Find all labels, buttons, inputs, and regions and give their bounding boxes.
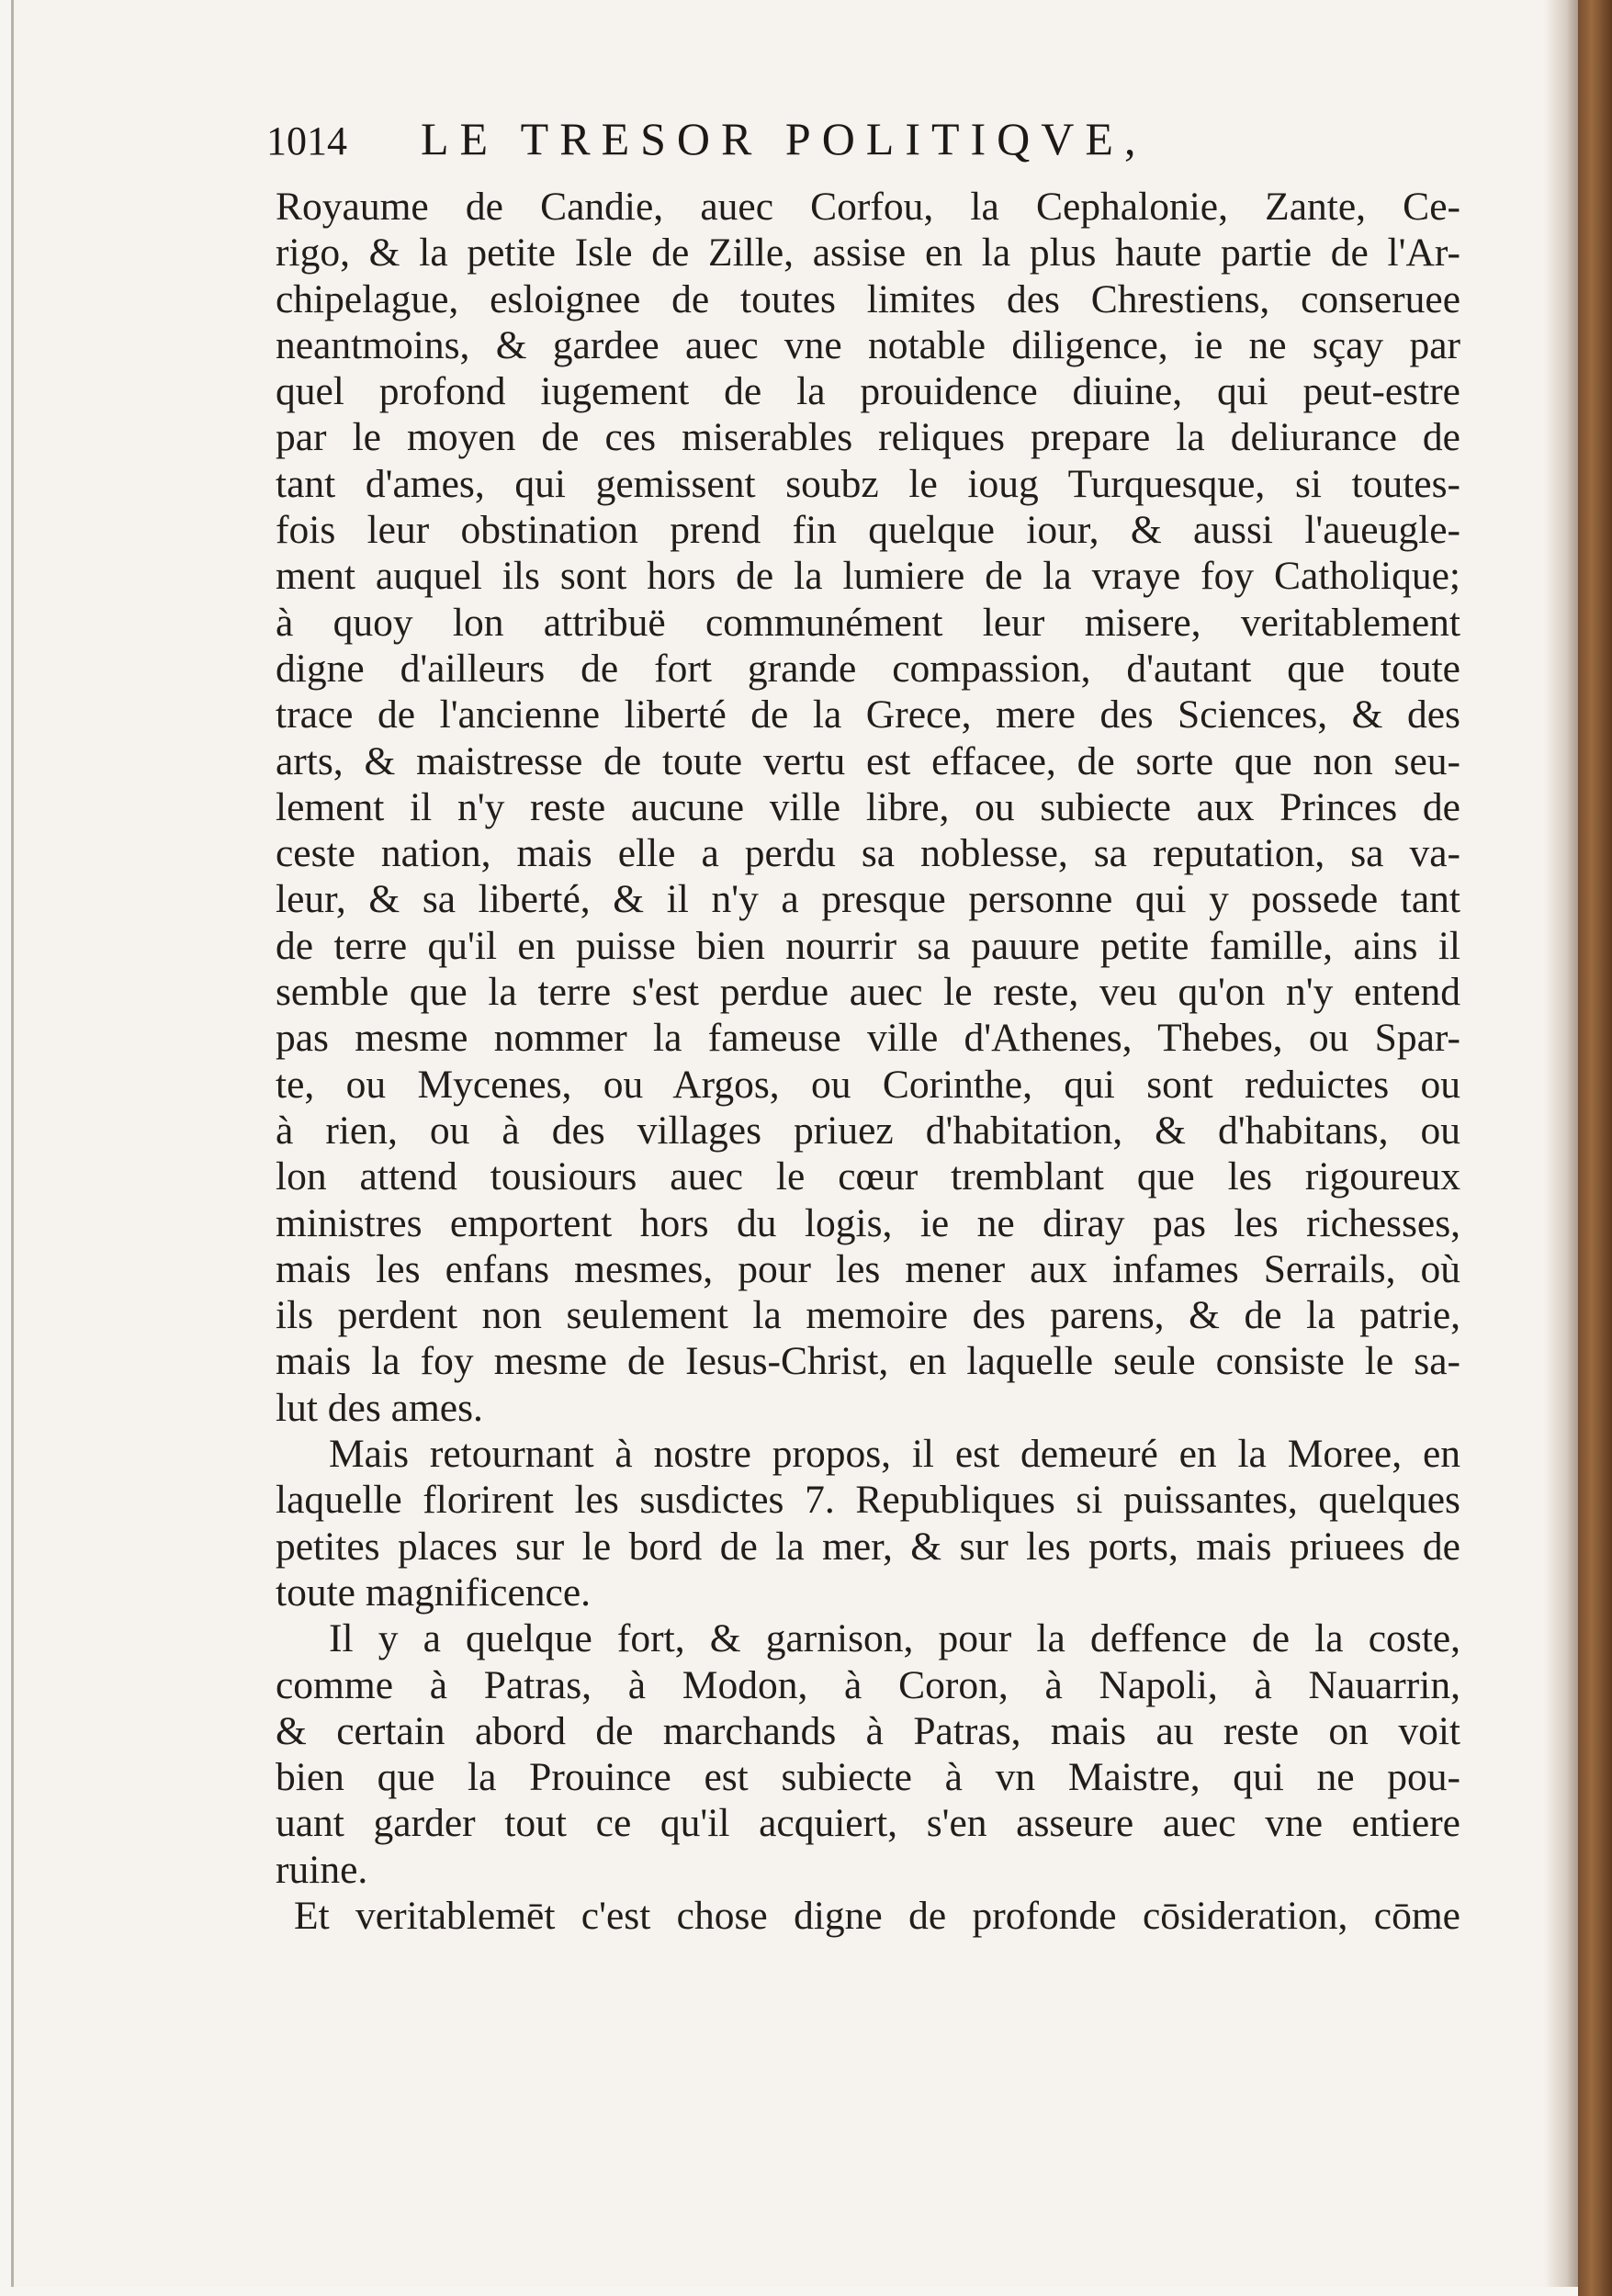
text-line: Il y a quelque fort, & garnison, pour la deffence de la coste, bbox=[329, 1616, 1460, 1661]
text-line: bien que la Prouince est subiecte à vn Maistre, qui ne pou- bbox=[276, 1755, 1460, 1800]
text-line: laquelle florirent les susdictes 7. Republiques si puissantes, quelques bbox=[276, 1478, 1460, 1523]
text-line: mais la foy mesme de Iesus-Christ, en laquelle seule consiste le sa- bbox=[276, 1339, 1460, 1384]
text-line: comme à Patras, à Modon, à Coron, à Napoli, à Nauarrin, bbox=[276, 1662, 1460, 1707]
text-line: ment auquel ils sont hors de la lumiere de la vraye foy Catholique; bbox=[276, 554, 1460, 599]
text-line: chipelague, esloignee de toutes limites des Chrestiens, conseruee bbox=[276, 276, 1460, 321]
text-line: à rien, ou à des villages priuez d'habitation, & d'habitans, ou bbox=[276, 1108, 1460, 1153]
text-line: te, ou Mycenes, ou Argos, ou Corinthe, qui sont reduictes ou bbox=[276, 1062, 1460, 1107]
book-spine-edge bbox=[1578, 0, 1612, 2296]
text-line: semble que la terre s'est perdue auec le reste, veu qu'on n'y entend bbox=[276, 970, 1460, 1015]
text-line: de terre qu'il en puisse bien nourrir sa pauure petite famille, ains il bbox=[276, 923, 1460, 968]
text-line: leur, & sa liberté, & il n'y a presque personne qui y possede tant bbox=[276, 877, 1460, 922]
text-line: à quoy lon attribuë communément leur misere, veritablement bbox=[276, 600, 1460, 645]
text-line: lut des ames. bbox=[276, 1385, 483, 1430]
text-line: lon attend tousiours auec le cœur tremblant que les rigoureux bbox=[276, 1154, 1460, 1199]
text-line: ils perdent non seulement la memoire des parens, & de la patrie, bbox=[276, 1293, 1460, 1338]
text-line: Mais retournant à nostre propos, il est demeuré en la Moree, en bbox=[329, 1432, 1460, 1477]
text-line: ruine. bbox=[276, 1847, 368, 1892]
page-number: 1014 bbox=[266, 118, 347, 163]
text-line: uant garder tout ce qu'il acquiert, s'en asseure auec vne entiere bbox=[276, 1801, 1460, 1846]
text-line: Royaume de Candie, auec Corfou, la Cephalonie, Zante, Ce- bbox=[276, 185, 1460, 229]
text-line: toute magnificence. bbox=[276, 1570, 592, 1615]
running-title: LE TRESOR POLITIQVE, bbox=[421, 113, 1147, 164]
text-line: neantmoins, & gardee auec vne notable diligence, ie ne sçay par bbox=[276, 322, 1460, 367]
body-text bbox=[276, 184, 1460, 1938]
text-line: Et veritablemēt c'est chose digne de profonde cōsideration, cōme bbox=[294, 1893, 1460, 1938]
text-line: quel profond iugement de la prouidence diuine, qui peut-estre bbox=[276, 369, 1460, 414]
text-line: mais les enfans mesmes, pour les mener aux infames Serrails, où bbox=[276, 1246, 1460, 1291]
text-line: petites places sur le bord de la mer, & sur les ports, mais priuees de bbox=[276, 1524, 1460, 1569]
text-line: tant d'ames, qui gemissent soubz le ioug Turquesque, si toutes- bbox=[276, 461, 1460, 506]
text-line: rigo, & la petite Isle de Zille, assise en la plus haute partie de l'Ar- bbox=[276, 231, 1460, 276]
text-line: & certain abord de marchands à Patras, mais au reste on voit bbox=[276, 1708, 1460, 1753]
text-line: pas mesme nommer la fameuse ville d'Athenes, Thebes, ou Spar- bbox=[276, 1016, 1460, 1061]
text-line: digne d'ailleurs de fort grande compassion, d'autant que toute bbox=[276, 646, 1460, 691]
text-line: arts, & maistresse de toute vertu est effacee, de sorte que non seu- bbox=[276, 738, 1460, 783]
text-line: trace de l'ancienne liberté de la Grece, mere des Sciences, & des bbox=[276, 692, 1460, 737]
text-line: fois leur obstination prend fin quelque iour, & aussi l'aueugle- bbox=[276, 508, 1460, 553]
text-line: ceste nation, mais elle a perdu sa noblesse, sa reputation, sa va- bbox=[276, 831, 1460, 876]
text-line: par le moyen de ces miserables reliques prepare la deliurance de bbox=[276, 415, 1460, 460]
gutter-shadow bbox=[1544, 0, 1581, 2287]
text-line: ministres emportent hors du logis, ie ne diray pas les richesses, bbox=[276, 1200, 1460, 1245]
running-head bbox=[266, 112, 1277, 176]
text-line: lement il n'y reste aucune ville libre, ou subiecte aux Princes de bbox=[276, 784, 1460, 829]
